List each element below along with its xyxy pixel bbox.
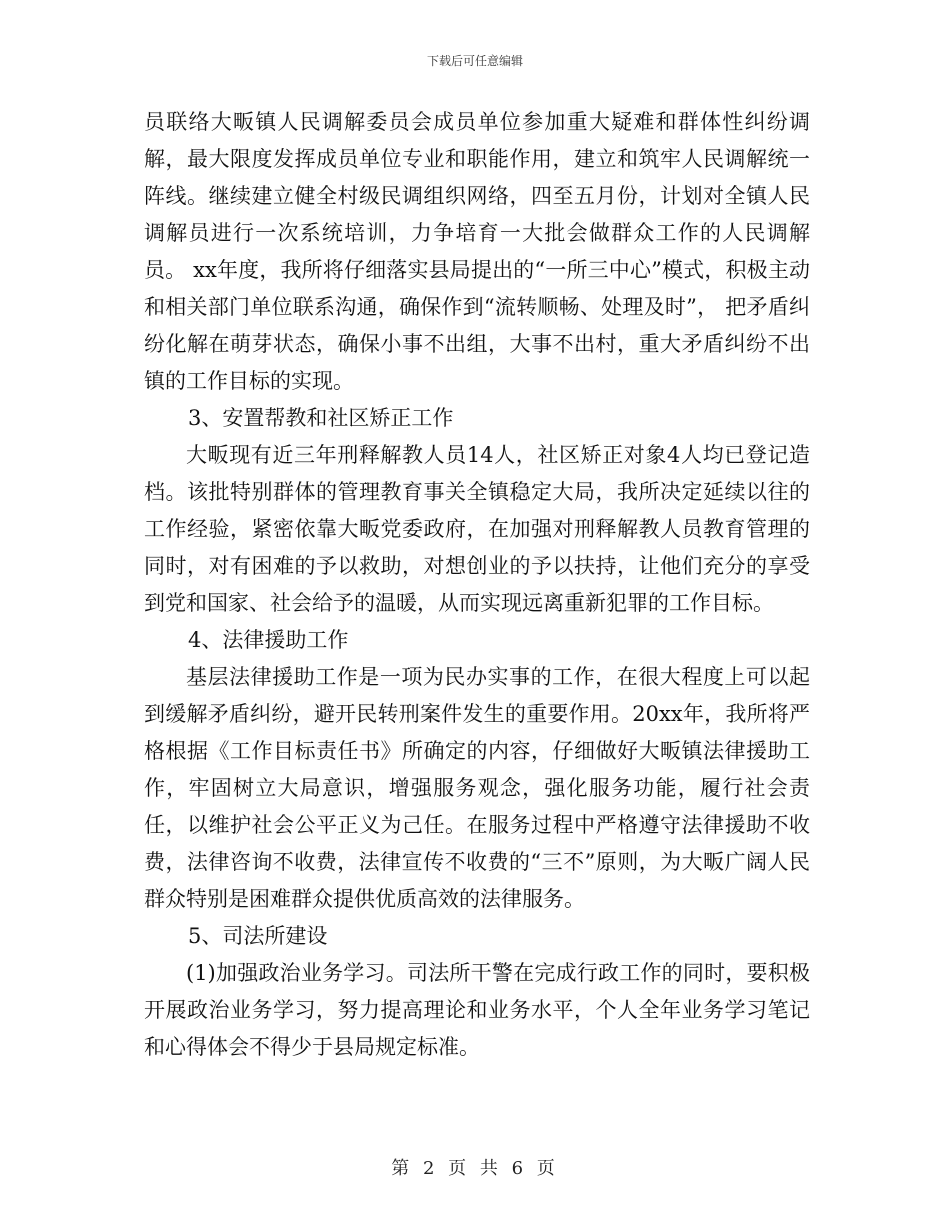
page-indicator: 第 2 页 共 6 页 — [391, 1158, 559, 1179]
header-note: 下载后可任意编辑 — [426, 54, 523, 68]
paragraph-office-construction: (1)加强政治业务学习。司法所干警在完成行政工作的同时，要积极开展政治业务学习，努力提高理论和业务水平，个人全年业务学习笔记和心得体会不得少于县局规定标准。 — [144, 961, 810, 1059]
section-heading-5: 5、司法所建设 — [188, 924, 328, 948]
section-heading-3: 3、安置帮教和社区矫正工作 — [188, 406, 454, 430]
document-body — [144, 104, 810, 1066]
section-heading-4: 4、法律援助工作 — [188, 628, 349, 652]
paragraph-legal-aid: 基层法律援助工作是一项为民办实事的工作，在很大程度上可以起到缓解矛盾纠纷，避开民转刑案件发生的重要作用。20xx年，我所将严格根据《工作目标责任书》所确定的内容，仔细做好大畈镇法律援助工作，牢固树立大局意识，增强服务观念，强化服务功能，履行社会责任，以维护社会公平正义为己任。在服务过程中严格遵守法律援助不收费，法律咨询不收费，法律宣传不收费的“三不”原则，为大畈广阔人民群众特别是困难群众提供优质高效的法律服务。 — [144, 665, 810, 911]
paragraph-mediation-continued: 员联络大畈镇人民调解委员会成员单位参加重大疑难和群体性纠纷调解，最大限度发挥成员单位专业和职能作用，建立和筑牢人民调解统一阵线。继续建立健全村级民调组织网络，四至五月份，计划对全镇人民调解员进行一次系统培训，力争培育一大批会做群众工作的人民调解员。 xx年度，我所将仔细落实县局提出的“一所三中心”模式，积极主动和相关部门单位联系沟通，确保作到“流转顺畅、处理及时”， 把矛盾纠纷化解在萌芽状态，确保小事不出组，大事不出村，重大矛盾纠纷不出镇的工作目标的实现。 — [144, 110, 810, 393]
paragraph-resettlement: 大畈现有近三年刑释解教人员14人，社区矫正对象4人均已登记造档。该批特别群体的管理教育事关全镇稳定大局，我所决定延续以往的工作经验，紧密依靠大畈党委政府，在加强对刑释解教人员教育管理的同时，对有困难的予以救助，对想创业的予以扶持，让他们充分的享受到党和国家、社会给予的温暖，从而实现远离重新犯罪的工作目标。 — [144, 443, 810, 615]
